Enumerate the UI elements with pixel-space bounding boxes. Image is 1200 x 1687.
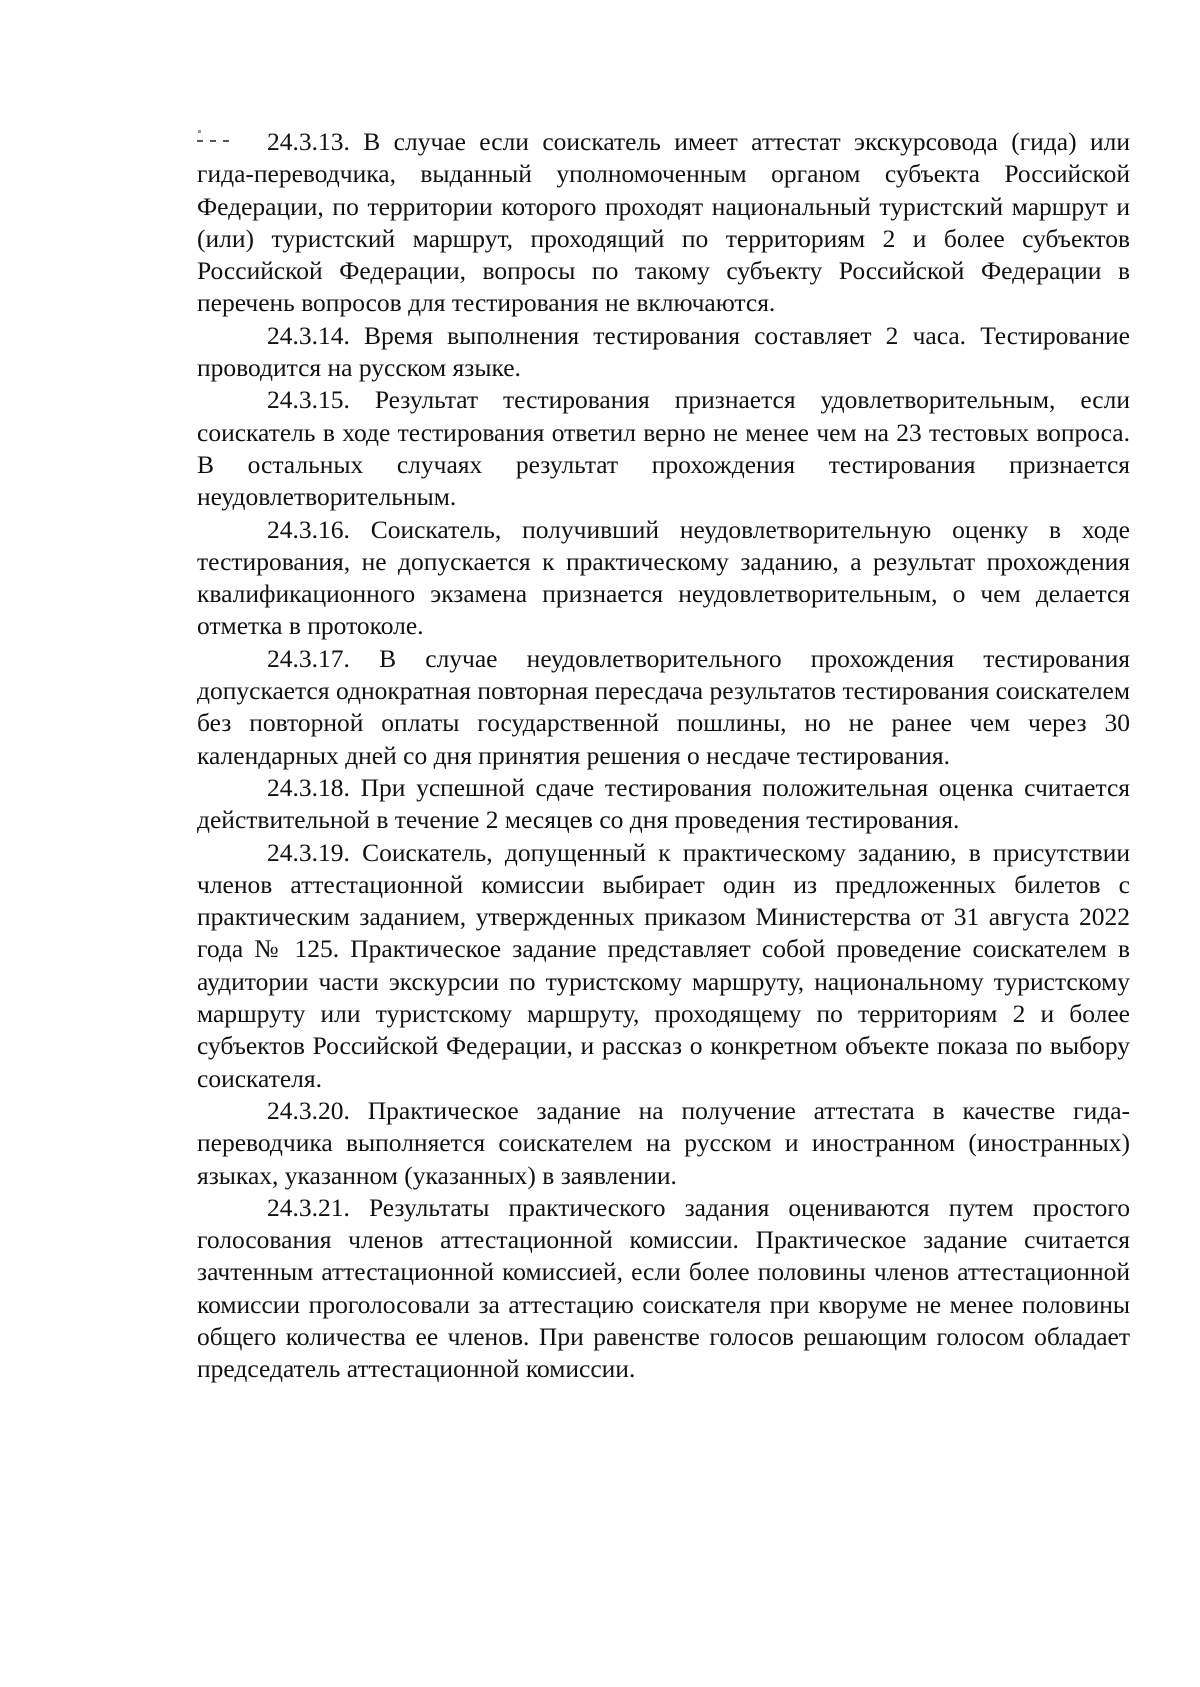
paragraph-number: 24.3.19. (267, 837, 350, 867)
paragraph-text: Соискатель, получивший неудовлетворительную оценку в ходе тестирования, не допускается к практическому заданию, а результат прохождения квалификационного экзамена признается неудовлетворительным, о чем делается отметка в протоколе. (197, 514, 1130, 641)
document-body (197, 126, 1130, 1386)
paragraph-text: В случае неудовлетворительного прохождения тестирования допускается однократная повторная пересдача результатов тестирования соискателем без повторной оплаты государственной пошлины, но не ранее чем через 30 календарных дней со дня принятия решения о несдаче тестирования. (197, 643, 1131, 770)
paragraph-text: Результат тестирования признается удовлетворительным, если соискатель в ходе тестирования ответил верно не менее чем на 23 тестовых вопроса. В остальных случаях результат прохождения тестирования признается неудовлетворительным. (197, 385, 1130, 512)
paragraph-24-3-18 (197, 772, 1130, 837)
paragraph-text: Результаты практического задания оцениваются путем простого голосования членов аттестационной комиссии. Практическое задание считается зачтенным аттестационной комиссией, если более половины членов аттестационной комиссии проголосовали за аттестацию соискателя при кворуме не менее половины общего количества ее членов. При равенстве голосов решающим голосом обладает председатель аттестационной комиссии. (197, 1192, 1130, 1384)
paragraph-24-3-16 (197, 514, 1130, 643)
paragraph-number: 24.3.14. (267, 320, 350, 350)
paragraph-number: 24.3.13. (267, 127, 350, 156)
paragraph-24-3-20 (197, 1095, 1130, 1192)
paragraph-number: 24.3.21. (267, 1192, 350, 1222)
paragraph-number: 24.3.17. (267, 643, 350, 673)
paragraph-24-3-14 (197, 320, 1130, 385)
paragraph-number: 24.3.20. (267, 1095, 350, 1125)
paragraph-24-3-13 (197, 126, 1130, 320)
paragraph-number: 24.3.18. (267, 772, 350, 802)
paragraph-text: При успешной сдаче тестирования положительная оценка считается действительной в течение 2 месяцев со дня проведения тестирования. (197, 772, 1131, 835)
paragraph-text: Время выполнения тестирования составляет 2 часа. Тестирование проводится на русском языке. (197, 320, 1130, 383)
paragraph-24-3-15 (197, 384, 1130, 513)
paragraph-text: В случае если соискатель имеет аттестат экскурсовода (гида) или гида-переводчика, выданный уполномоченным органом субъекта Российской Федерации, по территории которого проходят национальный туристский маршрут и (или) туристский маршрут, проходящий по территориям 2 и более субъектов Российской Федерации, вопросы по такому субъекту Российской Федерации в перечень вопросов для тестирования не включаются. (197, 127, 1131, 318)
paragraph-text: Соискатель, допущенный к практическому заданию, в присутствии членов аттестационной комиссии выбирает один из предложенных билетов с практическим заданием, утвержденных приказом Министерства от 31 августа 2022 года № 125. Практическое задание представляет собой проведение соискателем в аудитории части экскурсии по туристскому маршруту, национальному туристскому маршруту или туристскому маршруту, проходящему по территориям 2 и более субъектов Российской Федерации, и рассказ о конкретном объекте показа по выбору соискателя. (197, 837, 1130, 1093)
paragraph-number: 24.3.15. (267, 385, 350, 415)
paragraph-24-3-21 (197, 1192, 1130, 1386)
paragraph-number: 24.3.16. (267, 514, 350, 544)
paragraph-text: Практическое задание на получение аттестата в качестве гида-переводчика выполняется соискателем на русском и иностранном (иностранных) языках, указанном (указанных) в заявлении. (197, 1095, 1131, 1190)
paragraph-24-3-19 (197, 837, 1130, 1095)
paragraph-24-3-17 (197, 643, 1130, 772)
